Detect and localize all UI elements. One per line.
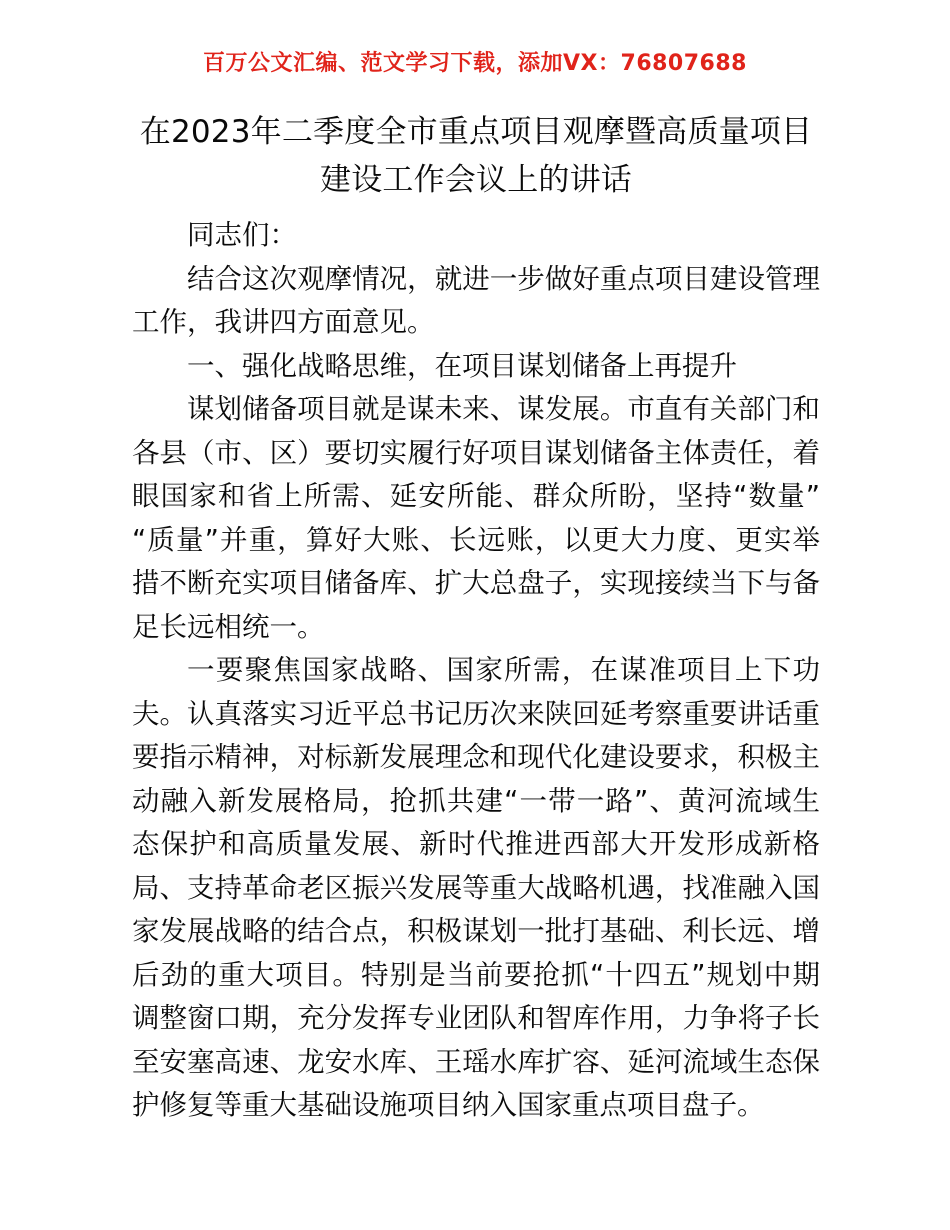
salutation-paragraph: 同志们： xyxy=(187,219,297,251)
intro-paragraph: 结合这次观摩情况，就进一步做好重点项目建设管理工作，我讲四方面意见。 xyxy=(132,262,820,338)
promo-banner-text: 百万公文汇编、范文学习下载，添加VX：76807688 xyxy=(203,51,747,76)
section-one-heading: 一、强化战略思维，在项目谋划储备上再提升 xyxy=(187,349,737,382)
section-one-paragraph-1: 谋划储备项目就是谋未来、谋发展。市直有关部门和各县（市、区）要切实履行好项目谋划储备主体责任，着眼国家和省上所需、延安所能、群众所盼，坚持“数量”“质量”并重，算好大账、长远账，以更大力度、更实举措不断充实项目储备库、扩大总盘子，实现接续当下与备足长远相统一。 xyxy=(132,393,820,643)
section-one-paragraph-2: 一要聚焦国家战略、国家所需，在谋准项目上下功夫。认真落实习近平总书记历次来陕回延考察重要讲话重要指示精神，对标新发展理念和现代化建设要求，积极主动融入新发展格局，抢抓共建“一带一路”、黄河流域生态保护和高质量发展、新时代推进西部大开发形成新格局、支持革命老区振兴发展等重大战略机遇，找准融入国家发展战略的结合点，积极谋划一批打基础、利长远、增后劲的重大项目。特别是当前要抢抓“十四五”规划中期调整窗口期，充分发挥专业团队和智库作用，力争将子长至安塞高速、龙安水库、王瑶水库扩容、延河流域生态保护修复等重大基础设施项目纳入国家重点项目盘子。 xyxy=(132,654,820,1121)
document-content xyxy=(132,108,820,1128)
document-title: 在2023年二季度全市重点项目观摩暨高质量项目建设工作会议上的讲话 xyxy=(139,114,813,198)
